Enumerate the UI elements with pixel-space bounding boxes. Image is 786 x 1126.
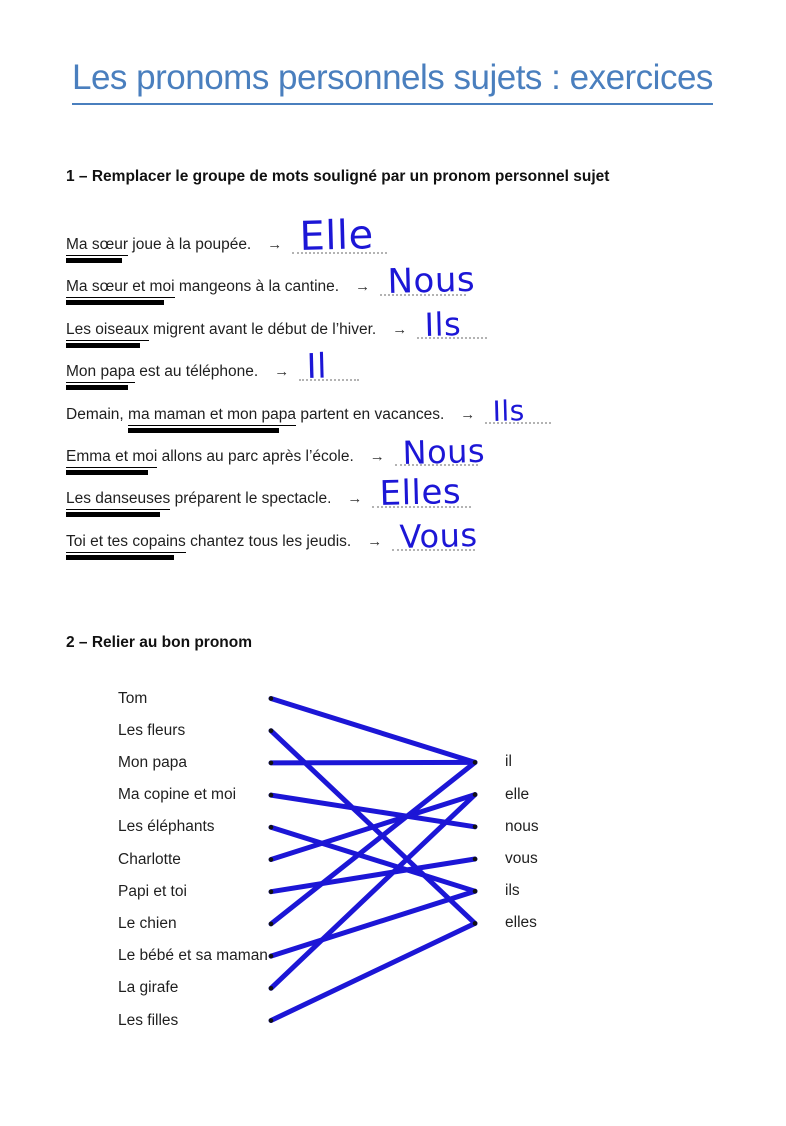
match-left-label: Le bébé et sa maman (118, 947, 268, 965)
handwritten-answer: Ils (424, 305, 462, 345)
handwritten-answer: Il (306, 346, 328, 387)
sentence-rest: chantez tous les jeudis. (185, 532, 352, 550)
arrow-icon: → (267, 236, 283, 253)
match-left-dot[interactable] (269, 825, 274, 830)
answer-blank[interactable] (485, 394, 551, 428)
matching-lines-svg (0, 660, 786, 1080)
match-right-dot[interactable] (473, 921, 478, 926)
match-left-label: La girafe (118, 979, 179, 997)
sentence-row (66, 516, 766, 567)
match-left-dot[interactable] (269, 696, 274, 701)
sentence-rest: migrent avant le début de l’hiver. (148, 320, 377, 338)
match-left-label: Les éléphants (118, 818, 215, 836)
sentence-rest: joue à la poupée. (128, 236, 252, 253)
exercise2-heading: 2 – Relier au bon pronom (66, 634, 253, 651)
underlined-subject: Les oiseaux (66, 321, 149, 341)
exercise1-rows (66, 212, 766, 567)
match-right-dot[interactable] (473, 857, 478, 862)
answer-blank[interactable] (417, 305, 487, 345)
matching-area (0, 660, 786, 1080)
match-line (271, 827, 475, 891)
handwritten-answer: Nous (401, 431, 486, 472)
sentence-rest: préparent le spectacle. (170, 490, 332, 508)
match-left-label: Ma copine et moi (118, 786, 237, 804)
handwritten-answer: Elles (379, 471, 462, 515)
answer-blank[interactable] (372, 471, 471, 515)
underlined-subject: Toi et tes copains (66, 533, 186, 553)
match-line (271, 859, 475, 892)
match-right-dot[interactable] (473, 825, 478, 830)
arrow-icon: → (367, 532, 383, 550)
underlined-subject: Mon papa (66, 363, 135, 383)
match-right-dot[interactable] (473, 760, 478, 765)
sentence-prefix: Demain, (66, 405, 129, 423)
arrow-icon: → (369, 447, 385, 465)
match-right-dot[interactable] (473, 792, 478, 797)
answer-blank[interactable] (392, 516, 479, 557)
match-left-label: Tom (118, 689, 148, 707)
match-right-label: nous (505, 817, 539, 835)
match-left-dot[interactable] (269, 761, 274, 766)
underlined-subject: Ma sœur (66, 236, 128, 256)
sentence-rest: allons au parc après l’école. (157, 447, 354, 465)
match-right-label: elle (505, 785, 530, 803)
answer-blank[interactable] (380, 259, 476, 303)
underlined-subject: ma maman et mon papa (128, 406, 296, 426)
underlined-subject: Emma et moi (66, 448, 157, 468)
answer-blank[interactable] (292, 212, 387, 260)
match-right-label: elles (505, 914, 537, 932)
match-left-dot[interactable] (269, 793, 274, 798)
match-left-label: Charlotte (118, 850, 181, 868)
match-left-dot[interactable] (269, 986, 274, 991)
match-left-dot[interactable] (269, 922, 274, 927)
sentence-row (66, 346, 766, 397)
sentence-rest: mangeons à la cantine. (174, 278, 340, 296)
sentence-rest: partent en vacances. (296, 405, 445, 423)
match-left-dot[interactable] (269, 1018, 274, 1023)
match-right-dot[interactable] (473, 889, 478, 894)
handwritten-answer: Elle (299, 212, 375, 260)
sentence-rest: est au téléphone. (134, 363, 259, 381)
handwritten-answer: Nous (387, 259, 476, 303)
underlined-subject: Ma sœur et moi (66, 278, 175, 298)
match-left-dot[interactable] (269, 954, 274, 959)
handwritten-answer: Vous (399, 516, 479, 557)
match-left-dot[interactable] (269, 728, 274, 733)
exercise1-heading: 1 – Remplacer le groupe de mots souligné par un pronom personnel sujet (66, 168, 610, 185)
match-line (271, 762, 475, 763)
arrow-icon: → (392, 320, 408, 338)
match-left-dot[interactable] (269, 889, 274, 894)
handwritten-answer: Ils (492, 394, 526, 428)
arrow-icon: → (355, 278, 371, 296)
sentence-row (66, 305, 766, 355)
arrow-icon: → (274, 363, 290, 381)
answer-blank[interactable] (395, 431, 486, 472)
underlined-subject: Les danseuses (66, 490, 170, 510)
match-left-label: Mon papa (118, 753, 187, 771)
match-left-label: Papi et toi (118, 882, 187, 900)
sentence-row (66, 259, 766, 312)
arrow-icon: → (347, 490, 363, 508)
page-title: Les pronoms personnels sujets : exercices (72, 58, 713, 105)
match-left-dot[interactable] (269, 857, 274, 862)
arrow-icon: → (460, 405, 476, 423)
match-right-label: ils (505, 882, 520, 900)
match-right-label: vous (505, 850, 538, 867)
match-left-label: Les filles (118, 1011, 179, 1029)
answer-blank[interactable] (299, 346, 359, 387)
match-right-label: il (505, 753, 512, 771)
match-left-label: Les fleurs (118, 721, 186, 739)
match-left-label: Le chien (118, 914, 177, 932)
match-line (271, 699, 475, 763)
match-line (271, 923, 475, 1020)
